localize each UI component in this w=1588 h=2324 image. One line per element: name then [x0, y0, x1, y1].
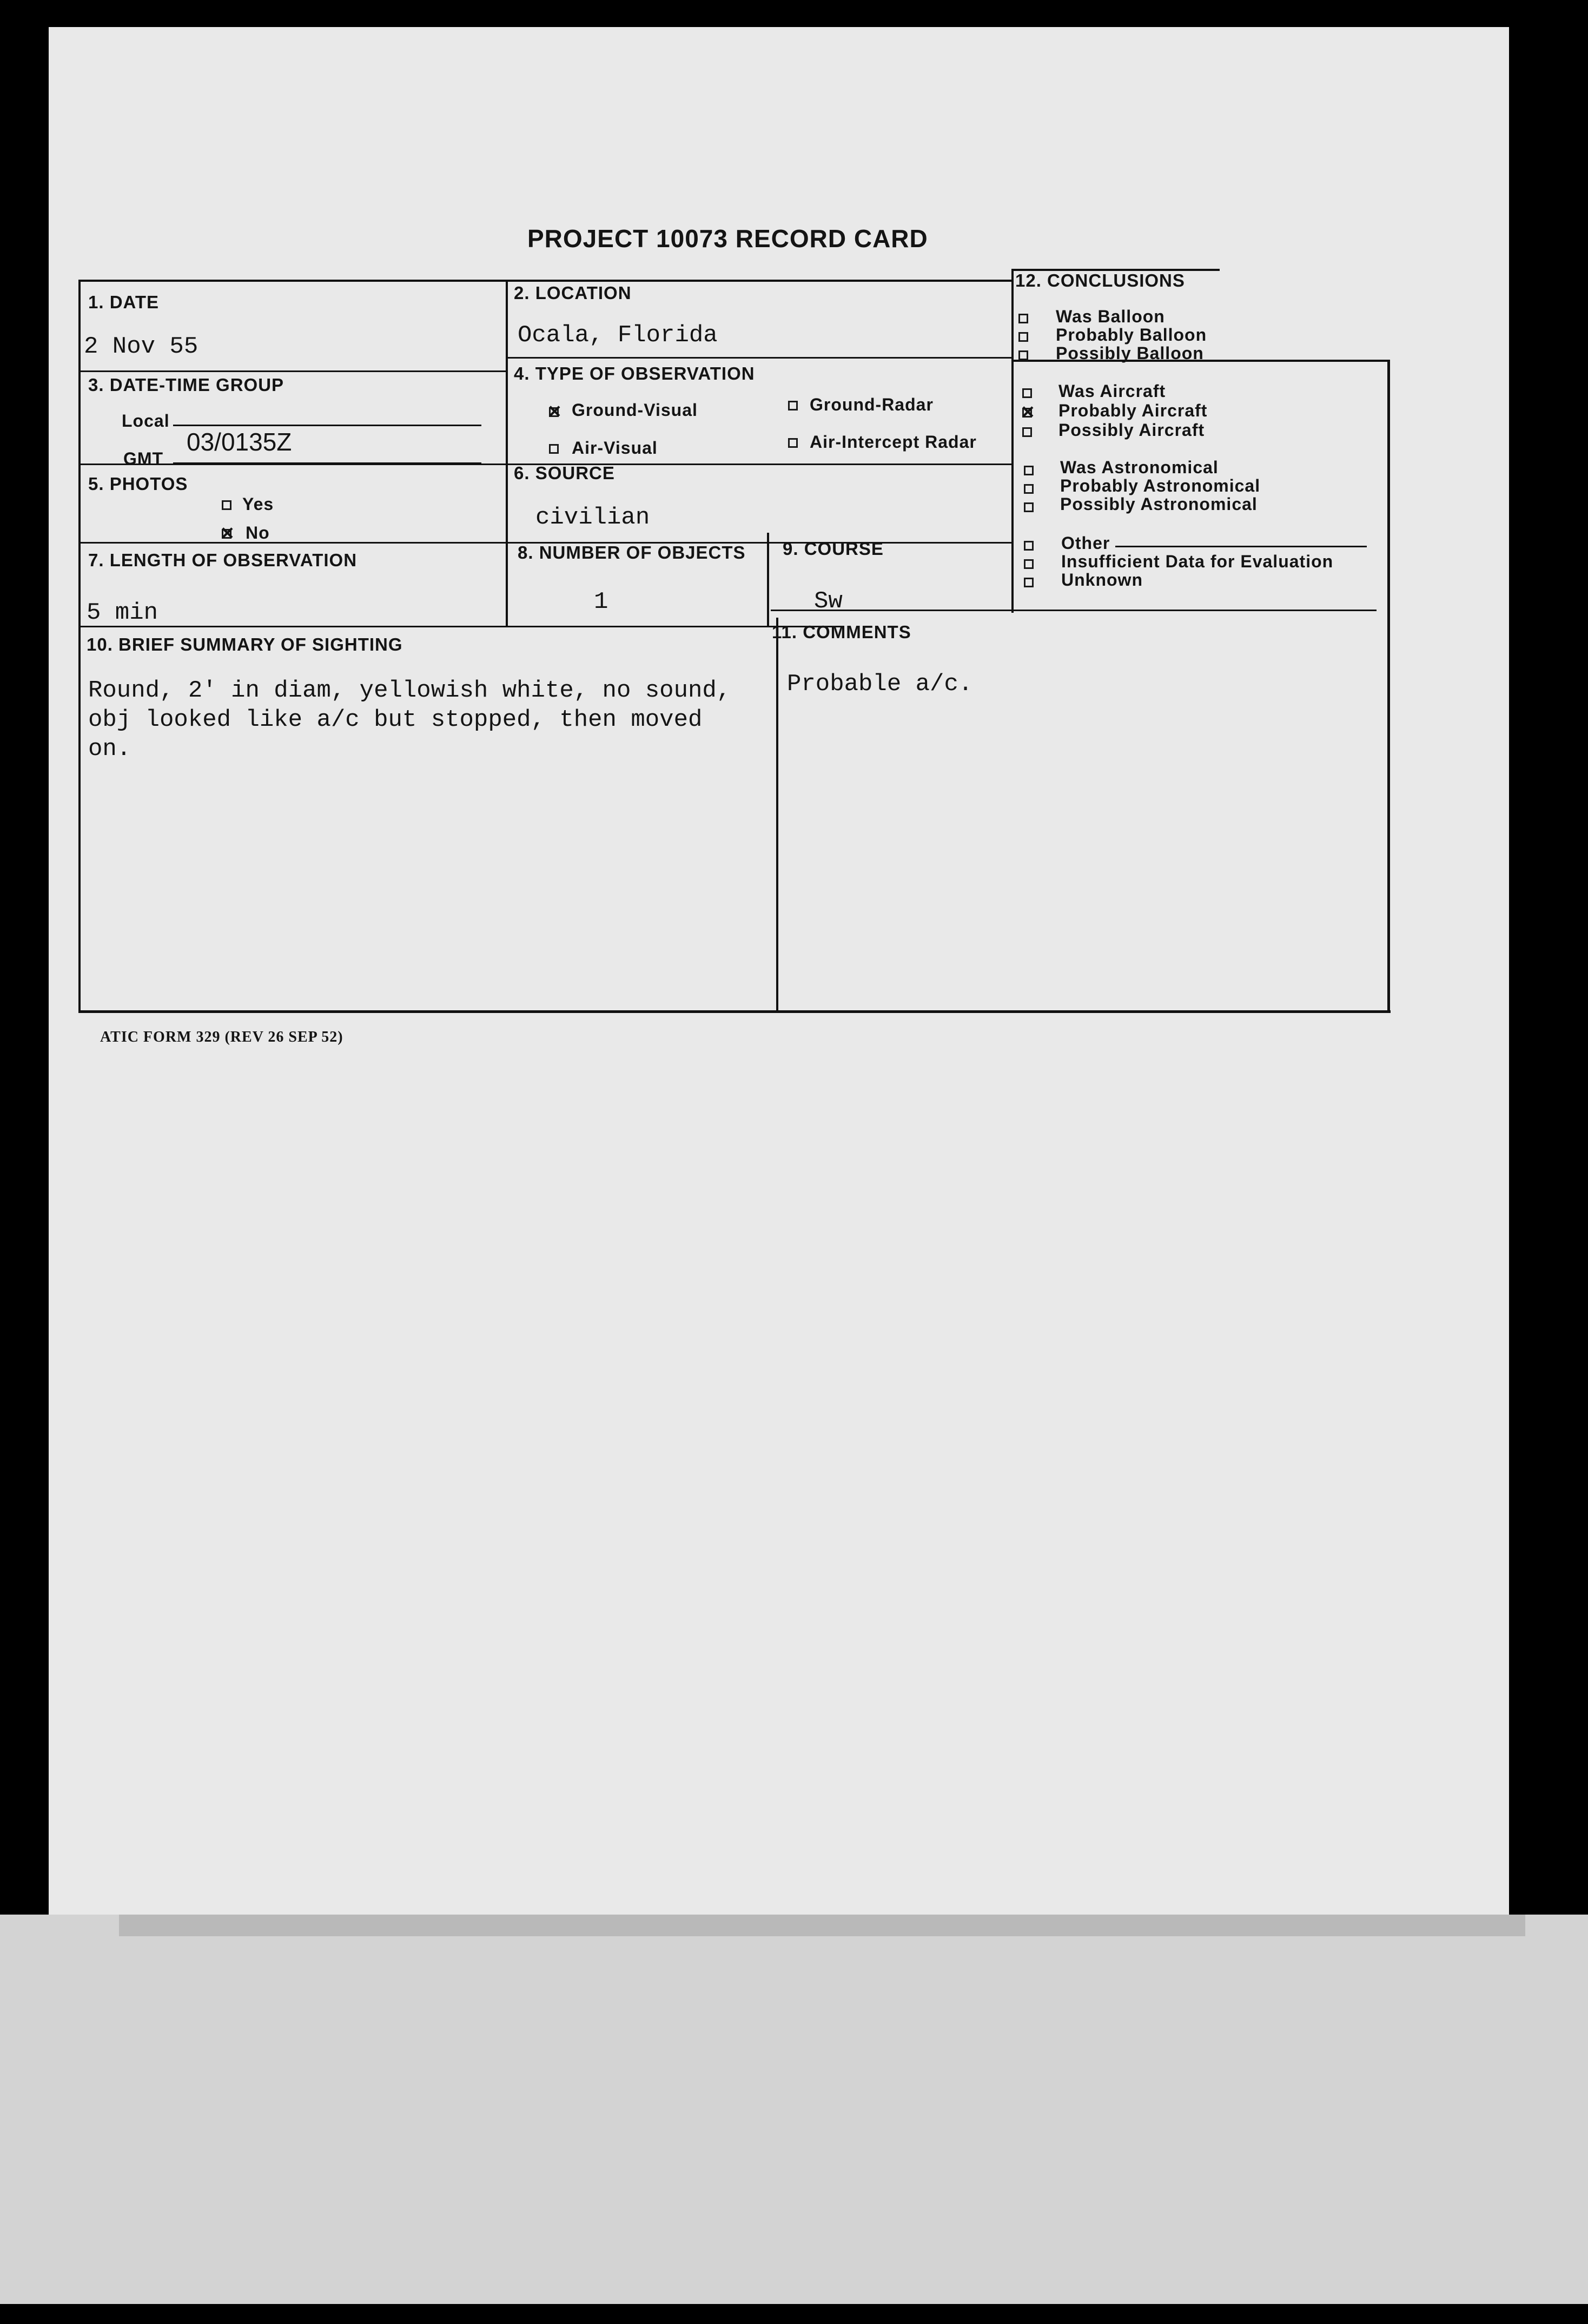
air-visual-label: Air-Visual [572, 438, 658, 458]
possibly-astronomical-label: Possibly Astronomical [1060, 494, 1258, 514]
was-astronomical-label: Was Astronomical [1060, 458, 1219, 477]
possibly-balloon-label: Possibly Balloon [1056, 343, 1204, 363]
grid-line [776, 618, 778, 1011]
photos-label: 5. PHOTOS [88, 474, 188, 494]
possibly-aircraft-label: Possibly Aircraft [1058, 420, 1205, 440]
lower-background [0, 1915, 1588, 2304]
possibly-balloon-checkbox[interactable] [1018, 350, 1028, 360]
grid-line [506, 357, 1011, 359]
grid-line [78, 280, 1011, 282]
insufficient-data-checkbox[interactable] [1024, 559, 1034, 569]
conclusions-label: 12. CONCLUSIONS [1015, 270, 1185, 290]
was-balloon-checkbox[interactable] [1018, 314, 1028, 323]
dtg-local-line [173, 425, 481, 426]
other-label: Other [1061, 533, 1110, 553]
grid-line [78, 1010, 1391, 1013]
grid-line [78, 280, 81, 1012]
dtg-gmt-label: GMT [123, 449, 164, 468]
unknown-checkbox[interactable] [1024, 578, 1034, 587]
ground-visual-checkbox[interactable] [549, 407, 559, 417]
form-id: ATIC FORM 329 (REV 26 SEP 52) [100, 1029, 343, 1045]
dtg-gmt-line [173, 462, 481, 464]
objects-label: 8. NUMBER OF OBJECTS [518, 542, 746, 562]
length-value: 5 min [87, 599, 158, 626]
probably-balloon-label: Probably Balloon [1056, 325, 1207, 345]
possibly-astronomical-checkbox[interactable] [1024, 502, 1034, 512]
length-label: 7. LENGTH OF OBSERVATION [88, 550, 358, 570]
photos-yes-checkbox[interactable] [222, 500, 231, 510]
air-intercept-radar-checkbox[interactable] [788, 438, 798, 448]
objects-value: 1 [594, 588, 608, 615]
other-line [1115, 546, 1367, 547]
probably-aircraft-label: Probably Aircraft [1058, 401, 1208, 420]
grid-line [1387, 360, 1390, 1012]
card-title: PROJECT 10073 RECORD CARD [527, 224, 928, 253]
dtg-local-label: Local [122, 411, 170, 431]
comments-label: 11. COMMENTS [772, 622, 911, 642]
source-label: 6. SOURCE [514, 463, 615, 483]
dtg-label: 3. DATE-TIME GROUP [88, 375, 284, 395]
ground-visual-label: Ground-Visual [572, 400, 698, 420]
sheet-shadow [119, 1915, 1525, 1936]
possibly-aircraft-checkbox[interactable] [1022, 427, 1032, 437]
probably-astronomical-label: Probably Astronomical [1060, 476, 1261, 495]
date-label: 1. DATE [88, 292, 160, 312]
probably-balloon-checkbox[interactable] [1018, 332, 1028, 342]
grid-line [767, 533, 769, 626]
summary-line: obj looked like a/c but stopped, then moved [88, 706, 703, 733]
grid-line [771, 610, 1377, 611]
course-value: Sw [814, 588, 843, 615]
air-visual-checkbox[interactable] [549, 444, 559, 454]
was-balloon-label: Was Balloon [1056, 307, 1165, 326]
record-card-sheet [49, 27, 1509, 1920]
summary-line: on. [88, 736, 131, 763]
probably-aircraft-checkbox[interactable] [1022, 408, 1032, 418]
grid-line [78, 370, 506, 372]
summary-text [88, 676, 731, 764]
other-checkbox[interactable] [1024, 541, 1034, 551]
ground-radar-label: Ground-Radar [810, 395, 934, 414]
air-intercept-radar-label: Air-Intercept Radar [810, 432, 977, 452]
photos-no-label: No [246, 523, 270, 542]
was-aircraft-checkbox[interactable] [1022, 388, 1032, 398]
grid-line [506, 280, 508, 626]
dtg-gmt-value: 03/0135Z [187, 428, 292, 456]
photos-yes-label: Yes [242, 494, 274, 514]
observation-type-label: 4. TYPE OF OBSERVATION [514, 363, 755, 383]
summary-label: 10. BRIEF SUMMARY OF SIGHTING [87, 634, 403, 654]
probably-astronomical-checkbox[interactable] [1024, 484, 1034, 494]
insufficient-data-label: Insufficient Data for Evaluation [1061, 552, 1334, 571]
photos-no-checkbox[interactable] [222, 529, 231, 539]
ground-radar-checkbox[interactable] [788, 401, 798, 410]
course-label: 9. COURSE [783, 539, 884, 559]
grid-line [1011, 269, 1014, 613]
was-aircraft-label: Was Aircraft [1058, 381, 1166, 401]
source-value: civilian [535, 504, 650, 531]
date-value: 2 Nov 55 [84, 333, 199, 360]
location-value: Ocala, Florida [518, 322, 718, 349]
was-astronomical-checkbox[interactable] [1024, 466, 1034, 475]
unknown-label: Unknown [1061, 570, 1143, 590]
grid-line [78, 626, 844, 627]
location-label: 2. LOCATION [514, 283, 632, 303]
summary-line: Round, 2' in diam, yellowish white, no sound, [88, 677, 731, 704]
comments-value: Probable a/c. [787, 671, 973, 698]
